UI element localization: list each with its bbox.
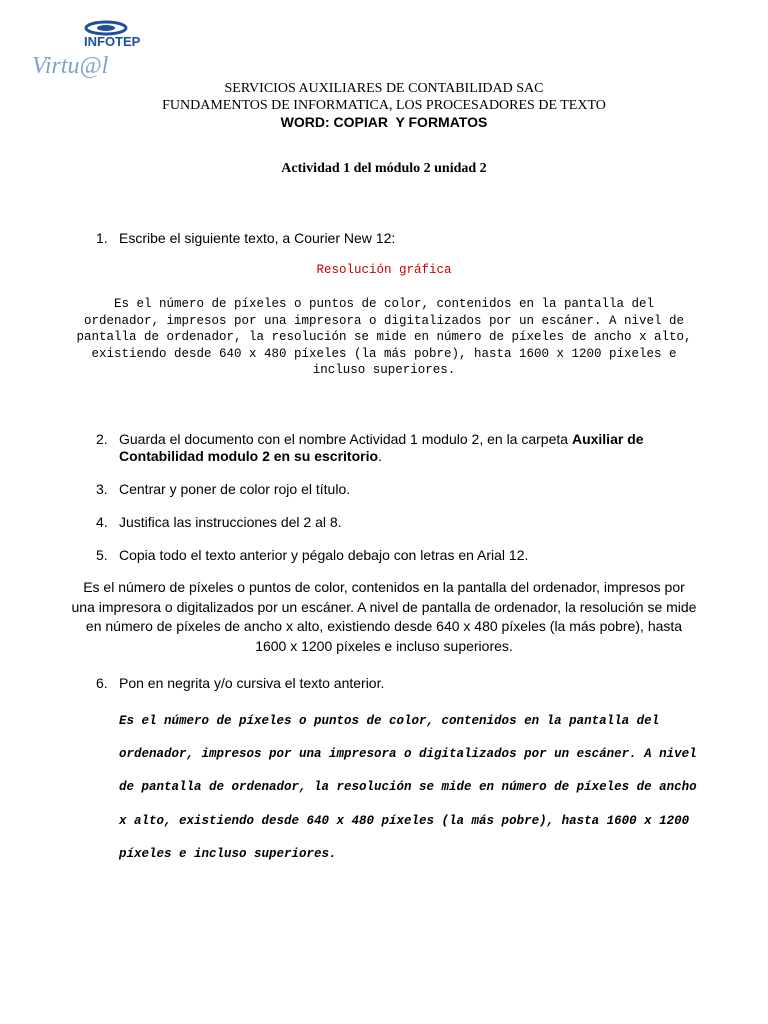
list-item-text: Pon en negrita y/o cursiva el texto anterior. bbox=[119, 675, 385, 691]
arial-paragraph: Es el número de píxeles o puntos de color, contenidos en la pantalla del ordenador, impresos por una impresora o digitalizados por un escáner. A nivel de pantalla de ordenador, la resolución se mide en número de píxeles de ancho x alto, existiendo desde 640 x 480 píxeles (la más pobre), hasta 1600 x 1200 píxeles e incluso superiores. bbox=[71, 579, 697, 654]
list-item-text: Centrar y poner de color rojo el título. bbox=[119, 481, 351, 497]
list-item-text: Escribe el siguiente texto, a Courier New 12: bbox=[119, 230, 396, 246]
list-item-text bbox=[119, 431, 726, 465]
list-item-text-end: . bbox=[378, 448, 382, 464]
activity-title: Actividad 1 del módulo 2 unidad 2 bbox=[281, 161, 487, 176]
list-item-text-plain: Guarda el documento con el nombre Actividad 1 modulo 2, en la carpeta bbox=[119, 431, 572, 447]
list-item-number: 2. bbox=[96, 431, 108, 447]
list-item-number: 4. bbox=[96, 514, 108, 530]
list-item-text-bold: Auxiliar de Contabilidad modulo 2 en su escritorio bbox=[119, 431, 644, 464]
list-item-3 bbox=[96, 481, 350, 498]
list-item-6 bbox=[96, 675, 384, 692]
list-item-text: Copia todo el texto anterior y pégalo debajo con letras en Arial 12. bbox=[119, 547, 529, 563]
courier-title: Resolución gráfica bbox=[316, 263, 452, 277]
logo-wordmark: INFOTEP bbox=[84, 34, 141, 49]
list-item-2 bbox=[96, 431, 726, 465]
list-item-4 bbox=[96, 514, 342, 531]
list-item-number: 3. bbox=[96, 481, 108, 497]
list-item-1 bbox=[96, 230, 395, 247]
list-item-text: Justifica las instrucciones del 2 al 8. bbox=[119, 514, 342, 530]
list-item-number: 6. bbox=[96, 675, 108, 691]
infotep-logo-graphic bbox=[30, 18, 150, 80]
list-item-5 bbox=[96, 547, 528, 564]
header-line-2: FUNDAMENTOS DE INFORMATICA, LOS PROCESADORES DE TEXTO bbox=[162, 98, 606, 113]
document-header bbox=[0, 80, 768, 131]
bold-italic-paragraph: Es el número de píxeles o puntos de color, contenidos en la pantalla del ordenador, impresos por una impresora o digitalizados por un escáner. A nivel de pantalla de ordenador, la resolución se mide en número de píxeles de ancho x alto, existiendo desde 640 x 480 píxeles (la más pobre), hasta 1600 x 1200 píxeles e incluso superiores. bbox=[119, 714, 697, 861]
list-item-number: 1. bbox=[96, 230, 108, 246]
infotep-virtual-logo bbox=[30, 18, 150, 80]
header-line-1: SERVICIOS AUXILIARES DE CONTABILIDAD SAC bbox=[224, 81, 544, 96]
logo-script: Virtu@l bbox=[32, 53, 109, 79]
list-item-number: 5. bbox=[96, 547, 108, 563]
header-line-3: WORD: COPIAR Y FORMATOS bbox=[280, 114, 488, 130]
courier-paragraph: Es el número de píxeles o puntos de color, contenidos en la pantalla del ordenador, impresos por una impresora o digitalizados por un escáner. A nivel de pantalla de ordenador, la resolución se mide en número de píxeles de ancho x alto, existiendo desde 640 x 480 píxeles (la más pobre), hasta 1600 x 1200 píxeles e incluso superiores. bbox=[76, 297, 692, 378]
